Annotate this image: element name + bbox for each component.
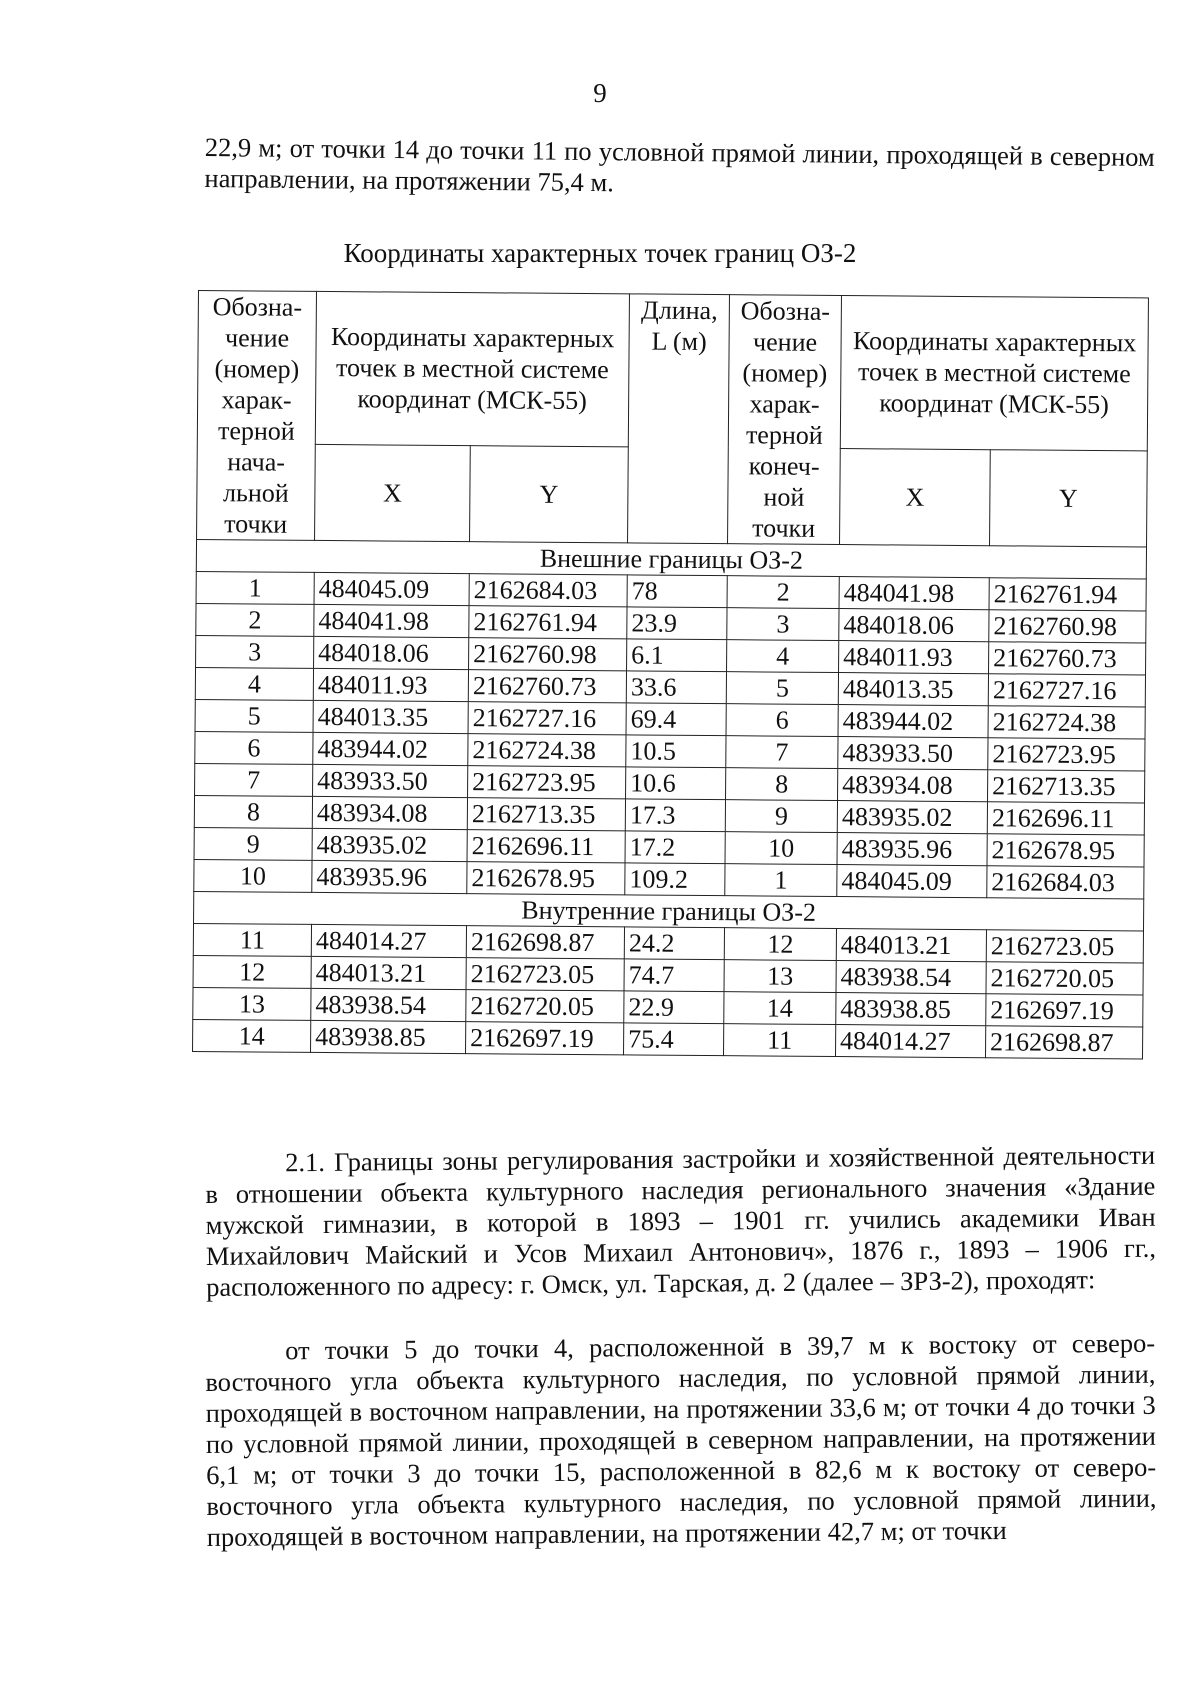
y-start-cell: 2162678.95 [467,862,625,895]
x-end-cell: 483934.08 [838,769,988,802]
y-start-cell: 2162723.05 [466,958,624,991]
end-point-cell: 9 [725,800,837,833]
table-row [193,1019,1143,1058]
length-cell: 74.7 [624,959,724,992]
y-end-cell: 2162727.16 [988,674,1145,707]
coordinates-table [192,290,1149,1059]
x-end-cell: 483935.96 [837,833,987,866]
x-start-cell: 483935.02 [312,828,467,861]
length-cell: 75.4 [624,1023,724,1056]
header-x-start: X [315,444,471,542]
length-cell: 33.6 [626,671,726,704]
start-point-cell: 3 [196,635,314,668]
section-title: Внешние границы ОЗ-2 [196,539,1146,578]
length-cell: 109.2 [625,863,725,896]
x-start-cell: 483938.54 [311,988,466,1021]
x-end-cell: 484013.35 [838,673,988,706]
y-start-cell: 2162697.19 [466,1022,624,1055]
start-point-cell: 4 [195,667,313,700]
header-y-end: Y [990,449,1148,547]
y-start-cell: 2162720.05 [466,990,624,1023]
x-end-cell: 484041.98 [839,577,989,610]
start-point-cell: 14 [193,1019,311,1052]
length-cell: 69.4 [626,703,726,736]
end-point-cell: 7 [726,736,838,769]
start-point-cell: 2 [196,603,314,636]
x-start-cell: 483934.08 [312,796,467,829]
y-end-cell: 2162698.87 [985,1026,1142,1059]
y-end-cell: 2162697.19 [986,994,1143,1027]
length-cell: 17.2 [625,831,725,864]
y-start-cell: 2162696.11 [467,830,625,863]
end-point-cell: 3 [727,608,839,641]
x-end-cell: 484011.93 [839,641,989,674]
start-point-cell: 10 [194,859,312,892]
x-start-cell: 483944.02 [313,732,468,765]
y-start-cell: 2162723.95 [468,766,626,799]
y-start-cell: 2162724.38 [468,734,626,767]
y-start-cell: 2162760.98 [469,638,627,671]
length-cell: 10.5 [626,735,726,768]
end-point-cell: 14 [724,992,836,1025]
y-end-cell: 2162720.05 [986,962,1143,995]
header-y-start: Y [470,445,629,543]
end-point-cell: 12 [724,928,836,961]
header-end-point: Обозна-чение (номер) харак-терной конеч-ной точки [728,295,842,545]
header-coords-end: Координаты характерных точек в местной системе координат (МСК-55) [840,296,1148,451]
x-start-cell: 484045.09 [314,572,469,605]
x-end-cell: 484013.21 [836,929,986,962]
start-point-cell: 11 [193,923,311,956]
y-end-cell: 2162723.95 [988,738,1145,771]
boundary-description-paragraph: от точки 5 до точки 4, расположенной в 39,7 м к востоку от северо-восточного угла объекта культурного наследия, по условной прямой линии, проходящей в восточном направлении, на протяжении 33,6 м; от точки 4 до точки 3 по условной прямой линии, проходящей в северном направлении, на протяжении 6,1 м; от точки 3 до точки 15, расположенной в 82,6 м к востоку от северо-восточного угла объекта культурного наследия, по условной прямой линии, проходящей в восточном направлении, на протяжении 42,7 м; от точки [205,1327,1157,1552]
y-start-cell: 2162684.03 [469,574,627,607]
y-end-cell: 2162723.05 [986,930,1143,963]
y-start-cell: 2162713.35 [467,798,625,831]
x-end-cell: 484045.09 [837,865,987,898]
header-x-end: X [840,448,991,546]
start-point-cell: 7 [195,763,313,796]
x-end-cell: 483944.02 [838,705,988,738]
coordinates-table-body [193,539,1147,1058]
end-point-cell: 4 [727,640,839,673]
end-point-cell: 2 [727,576,839,609]
start-point-cell: 6 [195,731,313,764]
start-point-cell: 12 [193,955,311,988]
x-start-cell: 484011.93 [313,668,468,701]
end-point-cell: 13 [724,960,836,993]
y-end-cell: 2162696.11 [987,802,1144,835]
section-2-1-paragraph: 2.1. Границы зоны регулирования застройки и хозяйственной деятельности в отношении объекта культурного наследия регионального значения «Здание мужской гимназии, в которой в 1893 – 1901 гг. учились академики Иван Михайлович Майский и Усов Михаил Антонович», 1876 г., 1893 – 1906 гг., расположенного по адресу: г. Омск, ул. Тарская, д. 2 (далее – ЗРЗ-2), проходят: [205,1139,1157,1302]
length-cell: 22.9 [624,991,724,1024]
y-end-cell: 2162713.35 [988,770,1145,803]
length-cell: 6.1 [627,639,727,672]
y-start-cell: 2162761.94 [469,606,627,639]
length-cell: 10.6 [626,767,726,800]
end-point-cell: 10 [725,832,837,865]
header-start-point: Обозна-чение (номер) харак-терной нача-льной точки [197,291,317,541]
length-cell: 24.2 [624,927,724,960]
x-start-cell: 484041.98 [314,604,469,637]
x-start-cell: 484018.06 [314,636,469,669]
start-point-cell: 1 [196,571,314,604]
end-point-cell: 1 [725,864,837,897]
x-end-cell: 484018.06 [839,609,989,642]
x-start-cell: 484013.35 [313,700,468,733]
intro-paragraph: 22,9 м; от точки 14 до точки 11 по условной прямой линии, проходящей в северном направлении, на протяжении 75,4 м. [204,132,1155,198]
header-coords-start: Координаты характерных точек в местной системе координат (МСК-55) [315,291,629,446]
x-end-cell: 483933.50 [838,737,988,770]
y-start-cell: 2162760.73 [468,670,626,703]
x-end-cell: 483938.54 [836,961,986,994]
x-start-cell: 483935.96 [312,860,467,893]
header-length: Длина, L (м) [628,294,730,544]
x-start-cell: 484013.21 [311,956,466,989]
end-point-cell: 6 [726,704,838,737]
section-title: Внутренние границы ОЗ-2 [194,891,1144,930]
y-end-cell: 2162760.98 [989,610,1146,643]
length-cell: 78 [627,575,727,608]
x-start-cell: 483938.85 [311,1020,466,1053]
y-end-cell: 2162678.95 [987,834,1144,867]
x-start-cell: 484014.27 [311,924,466,957]
y-end-cell: 2162724.38 [988,706,1145,739]
length-cell: 17.3 [625,799,725,832]
end-point-cell: 11 [724,1024,836,1057]
y-end-cell: 2162684.03 [987,866,1144,899]
page-number: 9 [593,78,607,108]
y-start-cell: 2162727.16 [468,702,626,735]
x-end-cell: 483938.85 [836,993,986,1026]
length-cell: 23.9 [627,607,727,640]
start-point-cell: 8 [194,795,312,828]
y-end-cell: 2162760.73 [989,642,1146,675]
y-start-cell: 2162698.87 [466,926,624,959]
end-point-cell: 5 [726,672,838,705]
y-end-cell: 2162761.94 [989,578,1146,611]
start-point-cell: 9 [194,827,312,860]
x-end-cell: 484014.27 [835,1025,985,1058]
table-caption: Координаты характерных точек границ ОЗ-2 [343,238,857,268]
start-point-cell: 5 [195,699,313,732]
x-start-cell: 483933.50 [313,764,468,797]
start-point-cell: 13 [193,987,311,1020]
x-end-cell: 483935.02 [837,801,987,834]
end-point-cell: 8 [726,768,838,801]
